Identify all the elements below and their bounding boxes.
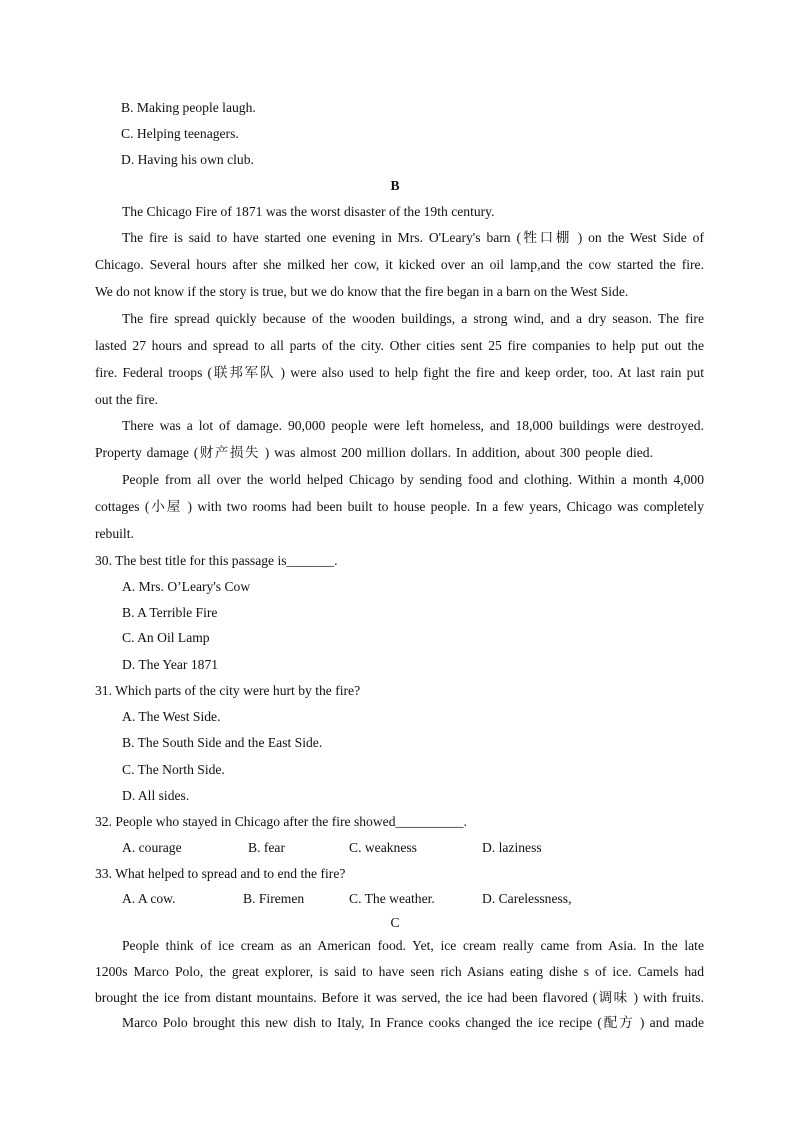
question-31-option-b: B. The South Side and the East Side.: [122, 735, 323, 750]
question-30: 30. The best title for this passage is_______.: [95, 553, 338, 568]
question-33-option-c: C. The weather.: [349, 891, 435, 906]
passage-b-line: The fire is said to have started one evening in Mrs. O'Leary's barn (牲口棚 ) on the West Side of: [122, 230, 704, 245]
question-30-option-c: C. An Oil Lamp: [122, 630, 210, 645]
passage-b-line: lasted 27 hours and spread to all parts of the city. Other cities sent 25 fire companies to help put out the: [95, 338, 704, 353]
previous-question-option-b: B. Making people laugh.: [121, 100, 256, 115]
previous-question-option-d: D. Having his own club.: [121, 152, 254, 167]
question-32: 32. People who stayed in Chicago after the fire showed__________.: [95, 814, 467, 829]
question-32-option-b: B. fear: [248, 840, 285, 855]
passage-b-line: cottages (小屋 ) with two rooms had been built to house people. In a few years, Chicago was completely: [95, 499, 704, 514]
passage-b-line: People from all over the world helped Chicago by sending food and clothing. Within a month 4,000: [122, 472, 704, 487]
passage-b-line: There was a lot of damage. 90,000 people were left homeless, and 18,000 buildings were destroyed.: [122, 418, 704, 433]
passage-c-line: Marco Polo brought this new dish to Italy, In France cooks changed the ice recipe (配方 ) and made: [122, 1015, 704, 1030]
question-33-option-b: B. Firemen: [243, 891, 305, 906]
passage-c-line: People think of ice cream as an American food. Yet, ice cream really came from Asia. In the late: [122, 938, 704, 953]
question-31-option-c: C. The North Side.: [122, 762, 225, 777]
passage-b-line: fire. Federal troops (联邦军队 ) were also used to help fight the fire and keep order, too. At last rain put: [95, 365, 704, 380]
section-heading-c: C: [390, 915, 400, 930]
passage-b-line: The fire spread quickly because of the wooden buildings, a strong wind, and a dry season. The fire: [122, 311, 704, 326]
passage-c-line: 1200s Marco Polo, the great explorer, is said to have seen rich Asians eating dishe s of ice. Camels had: [95, 964, 704, 979]
question-30-option-d: D. The Year 1871: [122, 657, 219, 672]
question-31: 31. Which parts of the city were hurt by the fire?: [95, 683, 361, 698]
question-31-option-a: A. The West Side.: [122, 709, 221, 724]
passage-b-line: Chicago. Several hours after she milked her cow, it kicked over an oil lamp,and the cow started the fire.: [95, 257, 704, 272]
question-30-option-b: B. A Terrible Fire: [122, 605, 218, 620]
passage-b-line: out the fire.: [95, 392, 159, 407]
question-31-option-d: D. All sides.: [122, 788, 190, 803]
question-32-option-a: A. courage: [122, 840, 182, 855]
question-30-option-a: A. Mrs. O’Leary's Cow: [122, 579, 251, 594]
passage-c-line: brought the ice from distant mountains. Before it was served, the ice had been flavored (调味 ) with fruits.: [95, 990, 704, 1005]
question-33-option-a: A. A cow.: [122, 891, 176, 906]
previous-question-option-c: C. Helping teenagers.: [121, 126, 239, 141]
question-33-option-d: D. Carelessness,: [482, 891, 572, 906]
question-32-option-d: D. laziness: [482, 840, 542, 855]
question-33: 33. What helped to spread and to end the fire?: [95, 866, 346, 881]
question-32-option-c: C. weakness: [349, 840, 417, 855]
passage-b-line: The Chicago Fire of 1871 was the worst disaster of the 19th century.: [122, 204, 495, 219]
section-heading-b: B: [390, 178, 400, 193]
passage-b-line: Property damage (财产损失 ) was almost 200 million dollars. In addition, about 300 people died.: [95, 445, 653, 460]
passage-b-line: rebuilt.: [95, 526, 134, 541]
passage-b-line: We do not know if the story is true, but we do know that the fire began in a barn on the West Side.: [95, 284, 629, 299]
